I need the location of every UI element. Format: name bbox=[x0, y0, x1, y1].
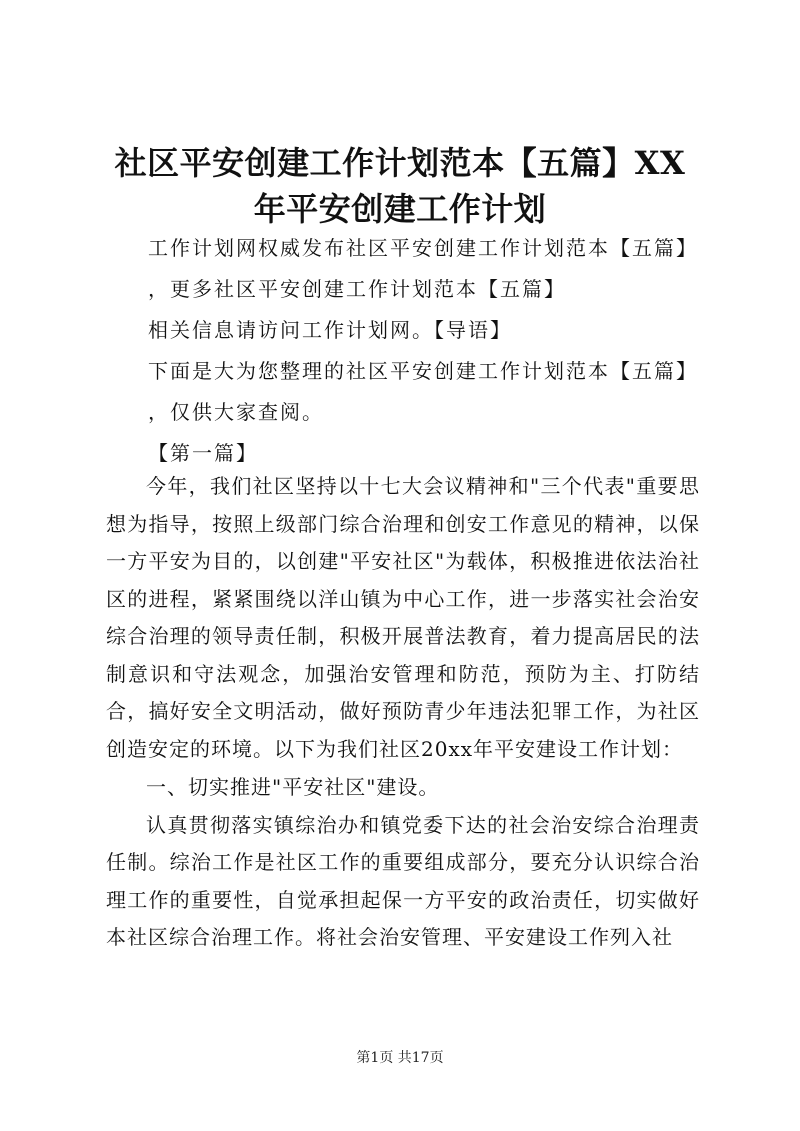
intro-line: 相关信息请访问工作计划网。【导语】 bbox=[148, 318, 512, 342]
intro-line: ，仅供大家查阅。 bbox=[148, 400, 324, 424]
paragraph: 认真贯彻落实镇综治办和镇党委下达的社会治安综合治理责任制。综治工作是社区工作的重要组成部分，要充分认识综合治理工作的重要性，自觉承担起保一方平安的政治责任，切实做好本社区综合治理工作。将社会治安管理、平安建设工作列入社 bbox=[106, 812, 700, 949]
intro-line: 下面是大为您整理的社区平安创建工作计划范本【五篇】 bbox=[148, 359, 698, 383]
intro-line: 工作计划网权威发布社区平安创建工作计划范本【五篇】 bbox=[148, 236, 698, 260]
intro-line: ，更多社区平安创建工作计划范本【五篇】 bbox=[148, 277, 566, 301]
intro-block bbox=[148, 228, 708, 474]
body-text bbox=[106, 468, 700, 957]
section-heading-first: 【第一篇】 bbox=[148, 441, 258, 465]
subsection-heading: 一、切实推进"平安社区"建设。 bbox=[146, 775, 440, 799]
paragraph: 今年，我们社区坚持以十七大会议精神和"三个代表"重要思想为指导，按照上级部门综合治理和创安工作意见的精神，以保一方平安为目的，以创建"平安社区"为载体，积极推进依法治社区的进程，紧紧围绕以洋山镇为中心工作，进一步落实社会治安综合治理的领导责任制，积极开展普法教育，着力提高居民的法制意识和守法观念，加强治安管理和防范，预防为主、打防结合，搞好安全文明活动，做好预防青少年违法犯罪工作，为社区创造安定的环境。以下为我们社区20xx年平安建设工作计划： bbox=[106, 474, 700, 761]
page-footer: 第1页 共17页 bbox=[356, 1050, 444, 1066]
document-title: 社区平安创建工作计划范本【五篇】XX年平安创建工作计划 bbox=[114, 144, 686, 228]
